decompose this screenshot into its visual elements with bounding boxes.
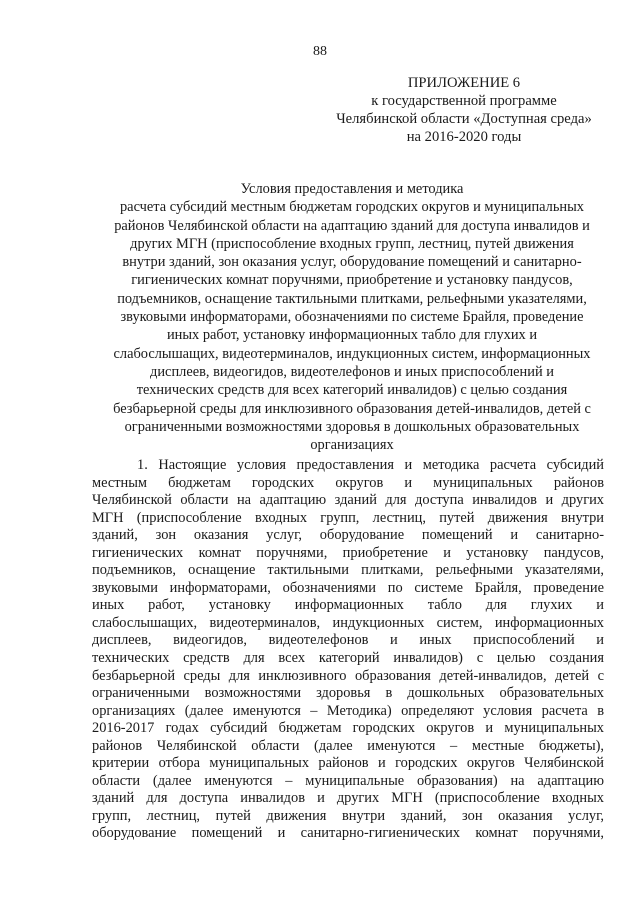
body-line: 2016-2017 годах субсидий бюджетам городских округов и муниципальных bbox=[92, 720, 604, 737]
body-line: 1. Настоящие условия предоставления и методика расчета субсидий bbox=[137, 457, 604, 473]
title-line: иных работ, установку информационных табло для глухих и bbox=[166, 327, 538, 344]
title-line: организациях bbox=[310, 437, 394, 454]
body-line: групп, лестниц, путей движения внутри зданий, зон оказания услуг, bbox=[92, 807, 604, 824]
body-line: местным бюджетам городских округов и муниципальных районов bbox=[92, 474, 604, 491]
title-line: Условия предоставления и методика bbox=[240, 181, 464, 197]
title-line: ограниченными возможностями здоровья в дошкольных образовательных bbox=[124, 418, 580, 435]
body-line: звуковыми информаторами, обозначениями по системе Брайля, проведение bbox=[92, 579, 604, 596]
body-paragraph bbox=[92, 457, 604, 843]
body-line: иных работ, установку информационных табло для глухих и bbox=[92, 597, 604, 614]
body-line: подъемников, оснащение тактильными плитками, рельефными указателями, bbox=[92, 562, 604, 579]
body-line: организациях (далее именуются – Методика) определяют условия расчета в bbox=[92, 702, 604, 719]
body-line: критерии отбора муниципальных районов и городских округов Челябинской bbox=[92, 755, 604, 772]
appendix-line: Челябинской области «Доступная среда» bbox=[336, 111, 592, 127]
appendix-label: ПРИЛОЖЕНИЕ 6 bbox=[407, 75, 521, 91]
body-line: МГН (приспособление входных групп, лестниц, путей движения внутри bbox=[92, 509, 604, 526]
body-line: районов Челябинской области (далее именуются – местные бюджеты), bbox=[92, 737, 604, 754]
title-line: внутри зданий, зон оказания услуг, оборудование помещений и санитарно- bbox=[122, 254, 582, 271]
body-line: зданий, зон оказания услуг, оборудование помещений и санитарно- bbox=[92, 527, 604, 544]
page-number: 88 bbox=[313, 44, 327, 59]
title-line: гигиенических комнат поручнями, приобретение и установку пандусов, bbox=[131, 272, 573, 289]
title-line: районов Челябинской области на адаптацию зданий для доступа инвалидов и bbox=[114, 217, 590, 234]
document-title bbox=[92, 180, 612, 454]
title-line: подъемников, оснащение тактильными плитками, рельефными указателями, bbox=[117, 290, 587, 307]
appendix-header bbox=[318, 74, 610, 146]
body-line: дисплеев, видеогидов, видеотелефонов и иных приспособлений и bbox=[92, 632, 604, 649]
title-line: слабослышащих, видеотерминалов, индукционных систем, информационных bbox=[113, 345, 591, 362]
body-line: слабослышащих, видеотерминалов, индукционных систем, информационных bbox=[92, 614, 604, 631]
body-line: Челябинской области на адаптацию зданий для доступа инвалидов и других bbox=[92, 492, 604, 509]
title-line: расчета субсидий местным бюджетам городских округов и муниципальных bbox=[119, 199, 584, 216]
body-line: области (далее именуются – муниципальные образования) на адаптацию bbox=[92, 772, 604, 789]
body-line: оборудование помещений и санитарно-гигиенических комнат поручнями, bbox=[92, 825, 604, 842]
body-line: безбарьерной среды для инклюзивного образования детей-инвалидов, детей с bbox=[92, 667, 604, 684]
title-line: дисплеев, видеогидов, видеотелефонов и иных приспособлений и bbox=[150, 363, 554, 380]
title-line: технических средств для всех категорий инвалидов) с целью создания bbox=[136, 382, 568, 399]
title-line: звуковыми информаторами, обозначениями по системе Брайля, проведение bbox=[120, 309, 584, 326]
body-line: ограниченными возможностями здоровья в дошкольных образовательных bbox=[92, 685, 604, 702]
body-line: технических средств для всех категорий инвалидов) с целью создания bbox=[92, 650, 604, 667]
appendix-line: к государственной программе bbox=[371, 93, 557, 109]
title-line: других МГН (приспособление входных групп, лестниц, путей движения bbox=[130, 235, 574, 252]
body-line: гигиенических комнат поручнями, приобретение и установку пандусов, bbox=[92, 544, 604, 561]
title-line: безбарьерной среды для инклюзивного образования детей-инвалидов, детей с bbox=[113, 400, 591, 417]
body-line: зданий для доступа инвалидов и других МГН (приспособление входных bbox=[92, 790, 604, 807]
appendix-line: на 2016-2020 годы bbox=[406, 129, 522, 145]
